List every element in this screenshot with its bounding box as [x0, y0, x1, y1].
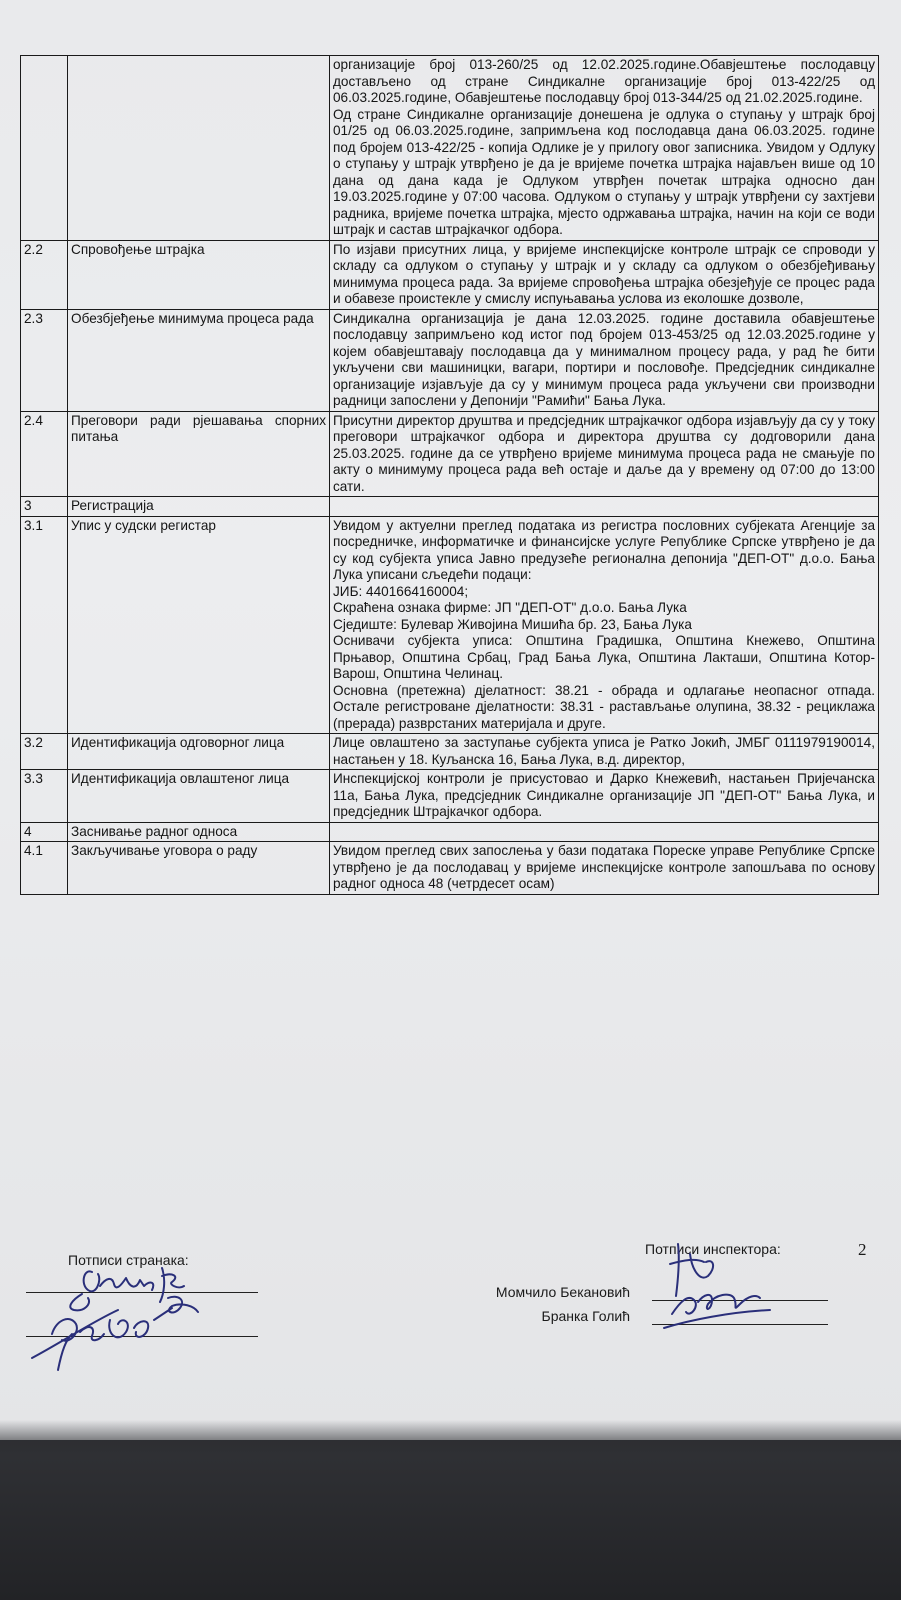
row-content: [330, 240, 879, 309]
parties-signature-label: Потписи странака:: [68, 1252, 189, 1268]
table-row: [21, 822, 879, 842]
row-paragraph: Увидом у актуелни преглед података из регистра пословних субјеката Агенције за посредничке, информатичке и финансијске услуге Републике Српске утврђено је да су код субјекта уписа Јавно предузеће регионална депонија "ДЕП-ОТ" д.о.о. Бања Лука уписани сљедећи подаци:: [333, 517, 875, 582]
table-row: [21, 770, 879, 823]
inspectors-signature-label: Потписи инспектора:: [645, 1241, 781, 1257]
row-content: [330, 734, 879, 770]
inspector-name-1: Момчило Бекановић: [495, 1284, 630, 1300]
inspector-signatures-handwriting: [660, 1240, 780, 1330]
row-paragraph: Оснивачи субјекта уписа: Општина Градишка, Општина Кнежево, Општина Прњавор, Општина Србац, Град Бања Лука, Општина Лакташи, Општина Котор-Варош, Општина Челинац.: [333, 633, 875, 681]
row-content: [330, 770, 879, 823]
row-label: Заснивање радног односа: [68, 822, 330, 842]
inspector-name-2: Бранка Голић: [541, 1308, 630, 1324]
table-row: [21, 734, 879, 770]
table-row: [21, 240, 879, 309]
row-number: 4.1: [21, 842, 68, 895]
table-row: [21, 497, 879, 517]
row-label: Преговори ради рјешавања спорних питања: [68, 411, 330, 497]
row-number: 2.4: [21, 411, 68, 497]
row-number: 4: [21, 822, 68, 842]
background-surface: [0, 1420, 901, 1600]
row-paragraph: Од стране Синдикалне организације донешена је одлука о ступању у штрајк број 01/25 од 06.03.2025.године, запримљена код послодавца дана 06.03.2025. године под бројем 013-422/25 - копија Одлике је у прилогу овог записника. Увидом у Одлуку о ступању у штрајк утврђено је да је вријеме почетка штрајка најављен више од 10 дана од дана када је Одлуком утврђен почетак штрајка односно дан 19.03.2025.године у 07:00 часова. Одлуком о ступању у штрајк утврђени су захтјеви радника, вријеме почетка штрајка, мјесто одржавања штрајка, начин на који се води штрајк и састав штрајкачког одбора.: [333, 106, 875, 237]
row-number: 3: [21, 497, 68, 517]
row-number: 3.3: [21, 770, 68, 823]
row-number: [21, 56, 68, 241]
row-paragraph: Скраћена ознака фирме: ЈП "ДЕП-ОТ" д.о.о. Бања Лука: [333, 600, 687, 615]
row-label: Идентификација овлаштеног лица: [68, 770, 330, 823]
row-paragraph: Увидом преглед свих запослења у бази података Пореске управе Републике Српске утврђено је да послодавац у вријеме инспекцијске контроле запошљава по основу радног односа 48 (четрдесет осам): [333, 843, 875, 891]
row-content: [330, 822, 879, 842]
row-paragraph: организације број 013-260/25 од 12.02.2025.године.Обавјештење послодавцу достављено од стране Синдикалне организације број 013-422/25 од 06.03.2025.године, Обавјештење послодавцу број 013-344/25 од 21.02.2025.године.: [333, 57, 875, 105]
page-number: 2: [858, 1240, 867, 1259]
row-label: Обезбјеђење минимума процеса рада: [68, 309, 330, 411]
inspection-record-table: [20, 55, 879, 895]
row-label: Регистрација: [68, 497, 330, 517]
row-paragraph: Основна (претежна) дјелатност: 38.21 - обрада и одлагање неопасног отпада. Остале регистроване дјелатности: 38.31 - растављање олупина, 38.32 - рециклажа (прерада) разврстаних материјала и друге.: [333, 682, 875, 731]
row-content: [330, 309, 879, 411]
row-number: 2.2: [21, 240, 68, 309]
table-row: [21, 411, 879, 497]
row-paragraph: Присутни директор друштва и предсједник штрајкачког одбора изјављују да су у току преговори штрајкачког одбора и директора друштва су додговорили дана 25.03.2025. године да се утврђено вријеме минимума процеса рада не смањује по акту о минимуму процеса рада већ остаје и даље да у времену од 07:00 до 13:00 сати.: [333, 412, 875, 494]
row-content: [330, 56, 879, 241]
table-row: [21, 56, 879, 241]
party-signatures-handwriting: [22, 1250, 252, 1380]
row-label: [68, 56, 330, 241]
row-label: Идентификација одговорног лица: [68, 734, 330, 770]
row-number: 3.1: [21, 516, 68, 734]
row-paragraph: ЈИБ: 4401664160004;: [333, 583, 469, 599]
row-content: [330, 516, 879, 734]
row-number: 3.2: [21, 734, 68, 770]
row-paragraph: По изјави присутних лица, у вријеме инспекцијске контроле штрајк се спроводи у складу са одлуком о ступању у штрајк и у складу са одлуком о обезбјеђивању минимума процеса рада. За вријеме спровођења штрајка обезјеђује се процес рада и обавезе проистекле у смислу испуњавања услова из еколошке дозволе,: [333, 241, 875, 306]
table-row: [21, 516, 879, 734]
row-label: Упис у судски регистар: [68, 516, 330, 734]
table-row: [21, 842, 879, 895]
row-paragraph: Инспекцијској контроли је присустовао и Дарко Кнежевић, настањен Пријечанска 11а, Бања Лука, предсједник Синдикалне организације ЈП "ДЕП-ОТ" Бања Лука, и предсједник Штрајкачког одбора.: [333, 771, 875, 819]
row-label: Спровођење штрајка: [68, 240, 330, 309]
row-content: [330, 411, 879, 497]
row-paragraph: Лице овлаштено за заступање субјекта уписа је Ратко Јокић, ЈМБГ 0111979190014, настањен у 18. Куљанска 16, Бања Лука, в.д. директор,: [333, 735, 875, 767]
row-paragraph: Сједиште: Булевар Живојина Мишића бр. 23, Бања Лука: [333, 616, 692, 632]
row-content: [330, 842, 879, 895]
row-number: 2.3: [21, 309, 68, 411]
row-content: [330, 497, 879, 517]
row-paragraph: Синдикална организација је дана 12.03.2025. године доставила обавјештење послодавцу запримљено код истог под бројем 013-453/25 од 12.03.2025.године у којем обавјештавају послодавца да у минималном процесу рада, у рад ће бити укључени сви машиницки, вагари, портири и пословође. Предсједник синдикалне организације изјављује да су у минимум процеса рада укључени сви производни радници запослени у Депонији "Рамићи" Бања Лука.: [333, 310, 875, 408]
table-row: [21, 309, 879, 411]
row-label: Закључивање уговора о раду: [68, 842, 330, 895]
